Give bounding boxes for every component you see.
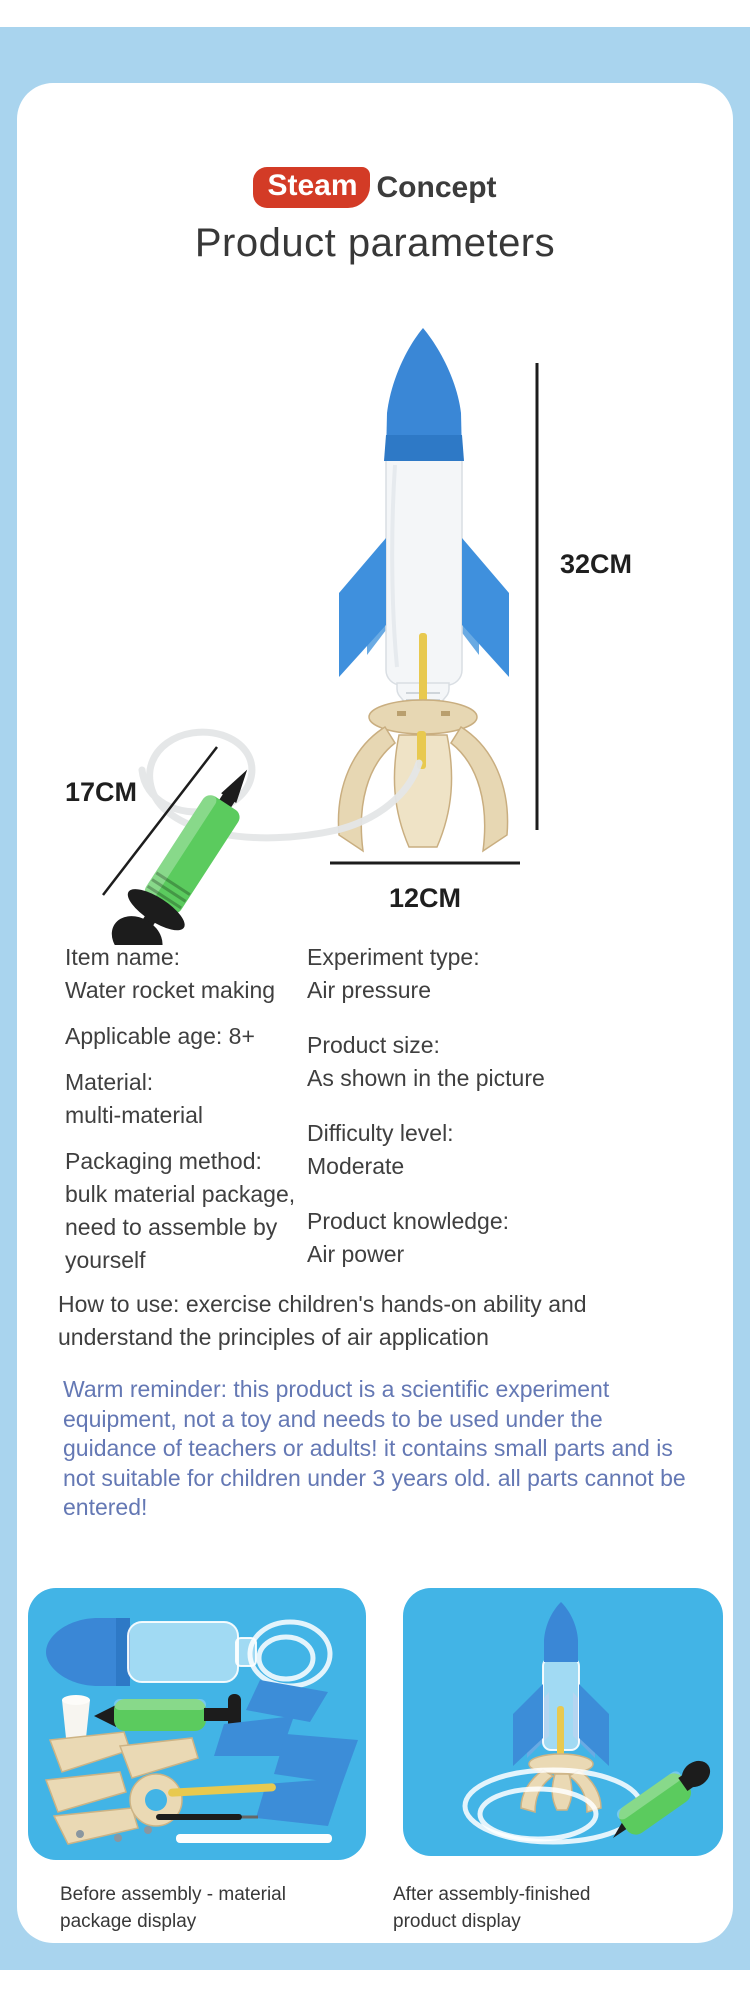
spec-label: Applicable age: 8+ bbox=[65, 1023, 255, 1049]
spec-label: Item name: bbox=[65, 944, 181, 970]
spec-label: Material: bbox=[65, 1069, 154, 1095]
caption-after-assembly: After assembly-finished product display bbox=[393, 1884, 591, 1932]
photo-before-illustration bbox=[28, 1588, 366, 1860]
assembled-pump bbox=[613, 1756, 715, 1839]
spec-value: Air power bbox=[307, 1241, 405, 1267]
spec-value: Moderate bbox=[307, 1153, 405, 1179]
spec-item-age bbox=[65, 1020, 305, 1053]
photo-after-assembly bbox=[403, 1588, 723, 1856]
spec-value: multi-material bbox=[65, 1102, 204, 1128]
caption-before-assembly: Before assembly - material package display bbox=[60, 1884, 286, 1932]
logo-steam-badge: Steam bbox=[253, 167, 369, 208]
dim-pump-label: 17CM bbox=[65, 777, 138, 807]
logo-concept-text: Concept bbox=[376, 170, 497, 204]
dim-height-label: 32CM bbox=[560, 549, 633, 579]
photo-after-illustration bbox=[403, 1588, 723, 1856]
spec-value: Water rocket making bbox=[65, 977, 276, 1003]
spec-item-name bbox=[65, 941, 305, 1007]
spec-label: Product size: bbox=[307, 1032, 440, 1058]
spec-item-material bbox=[65, 1066, 305, 1132]
content-card bbox=[17, 83, 733, 1943]
spec-label: Difficulty level: bbox=[307, 1120, 454, 1146]
dim-width-label: 12CM bbox=[388, 883, 462, 913]
photo-before-assembly bbox=[28, 1588, 366, 1860]
spec-label: Experiment type: bbox=[307, 944, 480, 970]
rocket-nose-cone bbox=[384, 328, 464, 461]
parts-wood-pieces bbox=[46, 1732, 198, 1844]
specs-right-column bbox=[307, 941, 705, 1293]
spec-label: Product knowledge: bbox=[307, 1208, 510, 1234]
spec-item-difficulty bbox=[307, 1117, 705, 1183]
spec-item-product-size bbox=[307, 1029, 705, 1095]
spec-value: As shown in the picture bbox=[307, 1065, 545, 1091]
spec-value: bulk material package, need to assemble by yourself bbox=[65, 1181, 296, 1273]
parts-nose-bottle bbox=[46, 1618, 256, 1686]
how-to-use-text: How to use: exercise children's hands-on ability and understand the principles of air application bbox=[58, 1291, 587, 1350]
spec-label: Packaging method: bbox=[65, 1148, 262, 1174]
parts-tube-coil bbox=[250, 1622, 330, 1686]
dim-width bbox=[330, 863, 520, 913]
assembled-rocket bbox=[513, 1602, 609, 1812]
page-title: Product parameters bbox=[194, 221, 556, 265]
product-figure bbox=[17, 295, 733, 945]
parts-pump bbox=[94, 1694, 241, 1736]
warm-reminder-text: Warm reminder: this product is a scientific experiment equipment, not a toy and needs to be used under the guidance of teachers or adults! it contains small parts and is not suitable for children under 3 years old. all parts cannot be entered! bbox=[63, 1376, 686, 1520]
brand-logo bbox=[17, 167, 733, 208]
specs-section bbox=[65, 941, 705, 1293]
spec-item-packaging bbox=[65, 1145, 305, 1277]
spec-value: Air pressure bbox=[307, 977, 431, 1003]
specs-left-column bbox=[65, 941, 305, 1293]
spec-item-experiment-type bbox=[307, 941, 705, 1007]
spec-item-knowledge bbox=[307, 1205, 705, 1271]
launch-stand bbox=[338, 700, 507, 851]
dim-height bbox=[537, 363, 632, 830]
parts-nozzle-cap bbox=[62, 1695, 90, 1738]
